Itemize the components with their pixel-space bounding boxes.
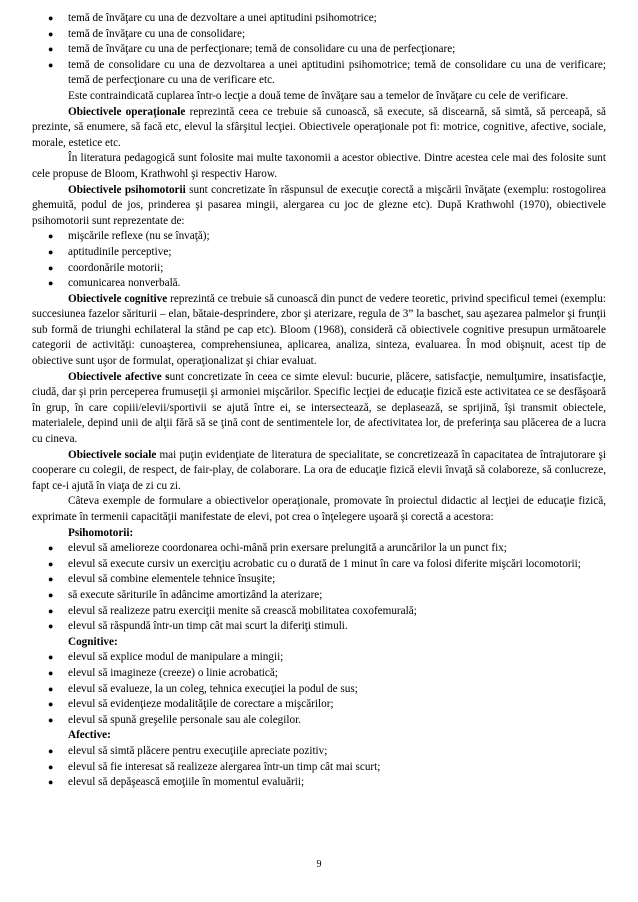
bullet-icon: ● xyxy=(48,262,54,273)
list-item: ● temă de învăţare cu una de dezvoltare a unei aptitudini psihomotrice; xyxy=(32,11,606,27)
affective-examples-list xyxy=(32,744,606,791)
list-item: ● elevul să fie interesat să realizeze alergarea într-un timp cât mai scurt; xyxy=(32,760,606,776)
list-item: ● temă de învăţare cu una de perfecţionare; temă de consolidare cu una de perfecţionare; xyxy=(32,42,606,58)
list-item: ● aptitudinile perceptive; xyxy=(32,245,606,261)
term-affective: Obiectivele afective s xyxy=(68,370,170,383)
list-item: ● să execute săriturile în adâncime amortizând la aterizare; xyxy=(32,588,606,604)
paragraph-taxonomies: În literatura pedagogică sunt folosite mai multe taxonomii a acestor obiective. Dintre acestea cele mai des folosite sunt cele propuse de Bloom, Krathwohl şi respectiv Harow. xyxy=(32,152,606,180)
heading-cognitive: Cognitive: xyxy=(68,635,118,648)
paragraph-examples: Câteva exemple de formulare a obiectivelor operaţionale, promovate în proiectul didactic al lecţiei de educaţie fizică, exprimate în termenii capacităţii manifestate de elevi, pot crea o înţelegere uşoară şi corectă a acestora: xyxy=(32,495,606,523)
list-item: ● elevul să evidenţieze modalităţile de corectare a mişcărilor; xyxy=(32,697,606,713)
paragraph-social-objectives: Obiectivele sociale mai puţin evidenţiate de literatura de specialitate, se concretizează în capacitatea de întrajutorare şi cooperare cu colegii, de respect, de fair-play, de colaborare. La ora de educaţie fizică elevii învaţă să colaboreze, să conlucreze, fapt ce-i ajută în viaţa de zi cu zi. xyxy=(32,448,606,492)
psychomotor-examples-list xyxy=(32,541,606,635)
psychomotor-categories-list xyxy=(32,229,606,291)
bullet-icon: ● xyxy=(48,683,54,694)
bullet-icon: ● xyxy=(48,231,54,242)
bullet-icon: ● xyxy=(48,44,54,55)
bullet-icon: ● xyxy=(48,745,54,756)
bullet-icon: ● xyxy=(48,558,54,569)
paragraph-contraindicated: Este contraindicată cuplarea într-o lecţie a două teme de învăţare sau a temelor de învăţare cu cele de verificare. xyxy=(68,89,569,102)
list-item: ● elevul să spună greşelile personale sau ale colegilor. xyxy=(32,713,606,729)
bullet-icon: ● xyxy=(48,777,54,788)
bullet-icon: ● xyxy=(48,589,54,600)
bullet-icon: ● xyxy=(48,13,54,23)
list-item: ● elevul să execute cursiv un exerciţiu acrobatic cu o durată de 1 minut în care va folosi diferite mişcări locomotorii; xyxy=(32,557,606,573)
bullet-icon: ● xyxy=(48,28,54,39)
bullet-icon: ● xyxy=(48,621,54,632)
bullet-icon: ● xyxy=(48,652,54,663)
cognitive-examples-list xyxy=(32,650,606,728)
theme-combination-list xyxy=(32,11,606,89)
bullet-icon: ● xyxy=(48,699,54,710)
bullet-icon: ● xyxy=(48,59,54,70)
term-psychomotor: Obiectivele psihomotorii xyxy=(68,183,186,196)
term-social: Obiectivele sociale xyxy=(68,448,157,461)
paragraph-psychomotor-objectives: Obiectivele psihomotorii sunt concretizate în răspunsul de execuţie corectă a mişcării învăţate (exemplu: rostogolirea ghemuită, podul de jos, prinderea şi pasarea mingii, alergarea cu joc de glezne etc). După Krathwohl (1970), obiectivele psihomotorii sunt reprezentate de: xyxy=(32,183,606,227)
heading-psychomotor: Psihomotorii: xyxy=(68,526,134,539)
paragraph-operational-objectives: Obiectivele operaţionale reprezintă ceea ce trebuie să cunoască, să execute, să discearnă, să simtă, să perceapă, să prezinte, să enumere, să facă etc, elevul la sfârşitul lecţiei. Obiectivele operaţionale pot fi: motrice, cognitive, afective, sociale, morale, estetice etc. xyxy=(32,105,606,149)
list-item: ● elevul să evalueze, la un coleg, tehnica execuţiei la podul de sus; xyxy=(32,682,606,698)
list-item: ● elevul să amelioreze coordonarea ochi-mână prin exersare prelungită a aruncărilor la un punct fix; xyxy=(32,541,606,557)
bullet-icon: ● xyxy=(48,714,54,725)
list-item: ● mişcările reflexe (nu se învaţă); xyxy=(32,229,606,245)
bullet-icon: ● xyxy=(48,246,54,257)
list-item: ● elevul să combine elementele tehnice însuşite; xyxy=(32,572,606,588)
list-item: ● elevul să realizeze patru exerciţii menite să crească mobilitatea coxofemurală; xyxy=(32,604,606,620)
paragraph-cognitive-objectives: Obiectivele cognitive reprezintă ce trebuie să cunoască din punct de vedere teoretic, privind specificul temei (exemplu: succesiunea fazelor săriturii – elan, bătaie-desprindere, zbor şi aterizare, regula de 3” la baschet, sau aşezarea palmelor şi frunţii sub formă de triunghi echilateral la stând pe cap etc). Bloom (1968), consideră că obiectivele cognitive presupun următoarele categorii de activităţi: cunoaşterea, comprehensiunea, aplicarea, analiza, sinteza, evaluarea. În mod obişnuit, acest tip de obiective sunt uşor de formulat, operaţionalizat şi chiar evaluat. xyxy=(32,292,606,368)
list-item: ● temă de consolidare cu una de dezvoltarea a unei aptitudini psihomotrice; temă de consolidare cu una de verificare; temă de perfecţionare cu una de verificare etc. xyxy=(48,58,606,87)
list-item: ● temă de învăţare cu una de consolidare; xyxy=(32,27,606,43)
term-cognitive: Obiectivele cognitive xyxy=(68,292,168,305)
bullet-icon: ● xyxy=(48,574,54,585)
bullet-icon: ● xyxy=(48,605,54,616)
list-item: ● elevul să depăşească emoţiile în momentul evaluării; xyxy=(32,775,606,791)
list-item: ● coordonările motorii; xyxy=(32,261,606,277)
heading-affective: Afective: xyxy=(68,729,111,742)
list-item: ● elevul să răspundă într-un timp cât mai scurt la diferiţi stimuli. xyxy=(32,619,606,635)
page-number: 9 xyxy=(316,859,322,870)
bullet-icon: ● xyxy=(48,278,54,289)
list-item: ● elevul să simtă plăcere pentru execuţiile apreciate pozitiv; xyxy=(32,744,606,760)
bullet-icon: ● xyxy=(48,543,54,554)
list-item: ● elevul să imagineze (creeze) o linie acrobatică; xyxy=(32,666,606,682)
list-item: ● elevul să explice modul de manipulare a mingii; xyxy=(32,650,606,666)
bullet-icon: ● xyxy=(48,667,54,678)
term-operational: Obiectivele operaţionale xyxy=(68,105,186,118)
list-item: ● comunicarea nonverbală. xyxy=(32,276,606,292)
bullet-icon: ● xyxy=(48,761,54,772)
paragraph-affective-objectives: Obiectivele afective sunt concretizate în ceea ce simte elevul: bucurie, plăcere, satisfacţie, nemulţumire, insatisfacţie, ciudă, dar şi prin perceperea frumuseţii şi armoniei mişcărilor. Specific lecţiei de educaţie fizică este activitatea ce se desfăşoară în grup, în care copiii/elevii/sportivii se ajută între ei, se intersectează, se deplasează, se sprijină, îşi transmit obiectele, materialele, depind unii de alţii fără să se ţină cont de sentimentele lor, de afectivitatea lor, de preferinţa sau plăcerea de a lucra cu cineva. xyxy=(32,370,606,446)
